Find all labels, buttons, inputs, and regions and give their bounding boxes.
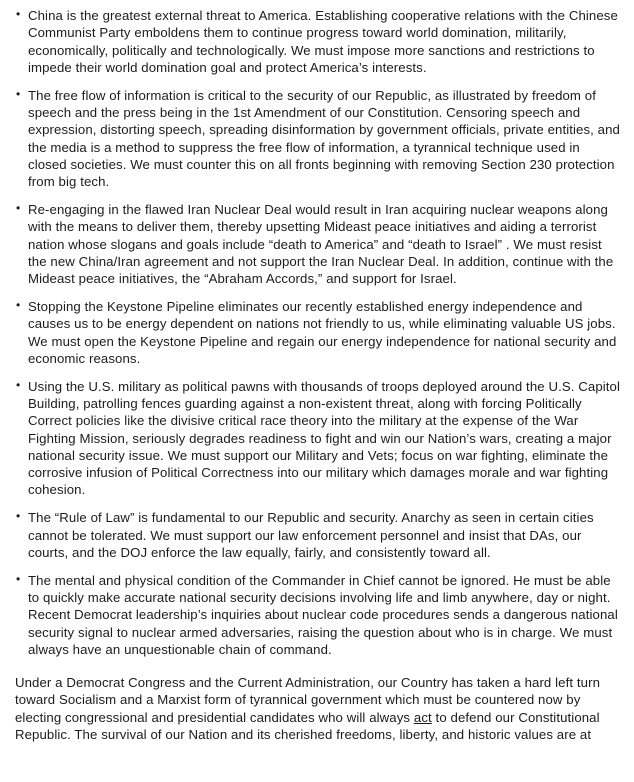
bullet-item-free-flow-of-information xyxy=(15,87,622,191)
bullet-item-rule-of-law xyxy=(15,509,622,561)
bullet-icon: • xyxy=(16,297,21,312)
closing-text-before: Under a Democrat Congress and the Current Administration, our Country has taken a hard left turn toward Socialism and a Marxist form of tyrannical government which must be countered now by electing congressional and presidential candidates who will always xyxy=(15,675,601,725)
bullet-icon: • xyxy=(16,571,21,586)
bullet-icon: • xyxy=(16,7,21,21)
bullet-icon: • xyxy=(16,200,21,215)
bullet-text: China is the greatest external threat to America. Establishing cooperative relations with the Chinese Communist Party emboldens them to continue progress toward world domination, militarily, economically, politically and technologically. We must impose more sanctions and restrictions to impede their world domination goal and protect America’s interests. xyxy=(28,8,618,75)
bullet-text: Re-engaging in the flawed Iran Nuclear Deal would result in Iran acquiring nuclear weapons along with the means to deliver them, thereby upsetting Mideast peace initiatives and aiding a terrorist nation whose slogans and goals include “death to America” and “death to Israel” . We must resist the new China/Iran agreement and not support the Iran Nuclear Deal. In addition, continue with the Mideast peace initiatives, the “Abraham Accords,” and support for Israel. xyxy=(28,201,614,287)
bullet-item-iran-nuclear-deal xyxy=(15,201,622,287)
bullet-text: The mental and physical condition of the Commander in Chief cannot be ignored. He must be able to quickly make accurate national security decisions involving life and limb anywhere, day or night. Recent Democrat leadership’s inquiries about nuclear code procedures sends a dangerous national security signal to nuclear armed adversaries, raising the question about who is in charge. We must always have an unquestionable chain of command. xyxy=(28,572,618,657)
bullet-icon: • xyxy=(16,86,21,101)
bullet-item-commander-in-chief xyxy=(15,572,622,658)
bullet-icon: • xyxy=(16,377,21,392)
bullet-list xyxy=(15,7,622,658)
closing-underlined-word: act xyxy=(413,709,432,725)
bullet-text: The “Rule of Law” is fundamental to our Republic and security. Anarchy as seen in certain cities cannot be tolerated. We must support our law enforcement personnel and insist that DAs, our courts, and the DOJ enforce the law equally, fairly, and consistently toward all. xyxy=(28,510,594,560)
bullet-icon: • xyxy=(16,509,21,524)
bullet-text: Using the U.S. military as political pawns with thousands of troops deployed around the U.S. Capitol Building, patrolling fences guarding against a non-existent threat, along with forcing Politically Correct policies like the divisive critical race theory into the military at the expense of the War Fighting Mission, seriously degrades readiness to fight and win our Nation’s wars, creating a major national security issue. We must support our Military and Vets; focus on war fighting, eliminate the corrosive infusion of Political Correctness into our military which damages morale and war fighting cohesion. xyxy=(28,378,621,498)
bullet-text: Stopping the Keystone Pipeline eliminates our recently established energy independence and causes us to be energy dependent on nations not friendly to us, while eliminating valuable US jobs. We must open the Keystone Pipeline and regain our energy independence for national security and economic reasons. xyxy=(28,298,617,366)
bullet-item-military-political-pawns xyxy=(15,378,622,499)
bullet-item-keystone-pipeline xyxy=(15,298,622,367)
closing-text-after: to defend our Constitutional Republic. The survival of our Nation and its cherished freedoms, liberty, and historic values are at xyxy=(15,709,600,742)
bullet-item-china xyxy=(15,7,622,76)
bullet-text: The free flow of information is critical to the security of our Republic, as illustrated by freedom of speech and the press being in the 1st Amendment of our Constitution. Censoring speech and expression, distorting speech, spreading disinformation by government officials, private entities, and the media is a method to suppress the free flow of information, a tyrannical technique used in closed societies. We must counter this on all fronts beginning with removing Section 230 protection from big tech. xyxy=(28,87,620,190)
closing-paragraph xyxy=(15,674,622,743)
